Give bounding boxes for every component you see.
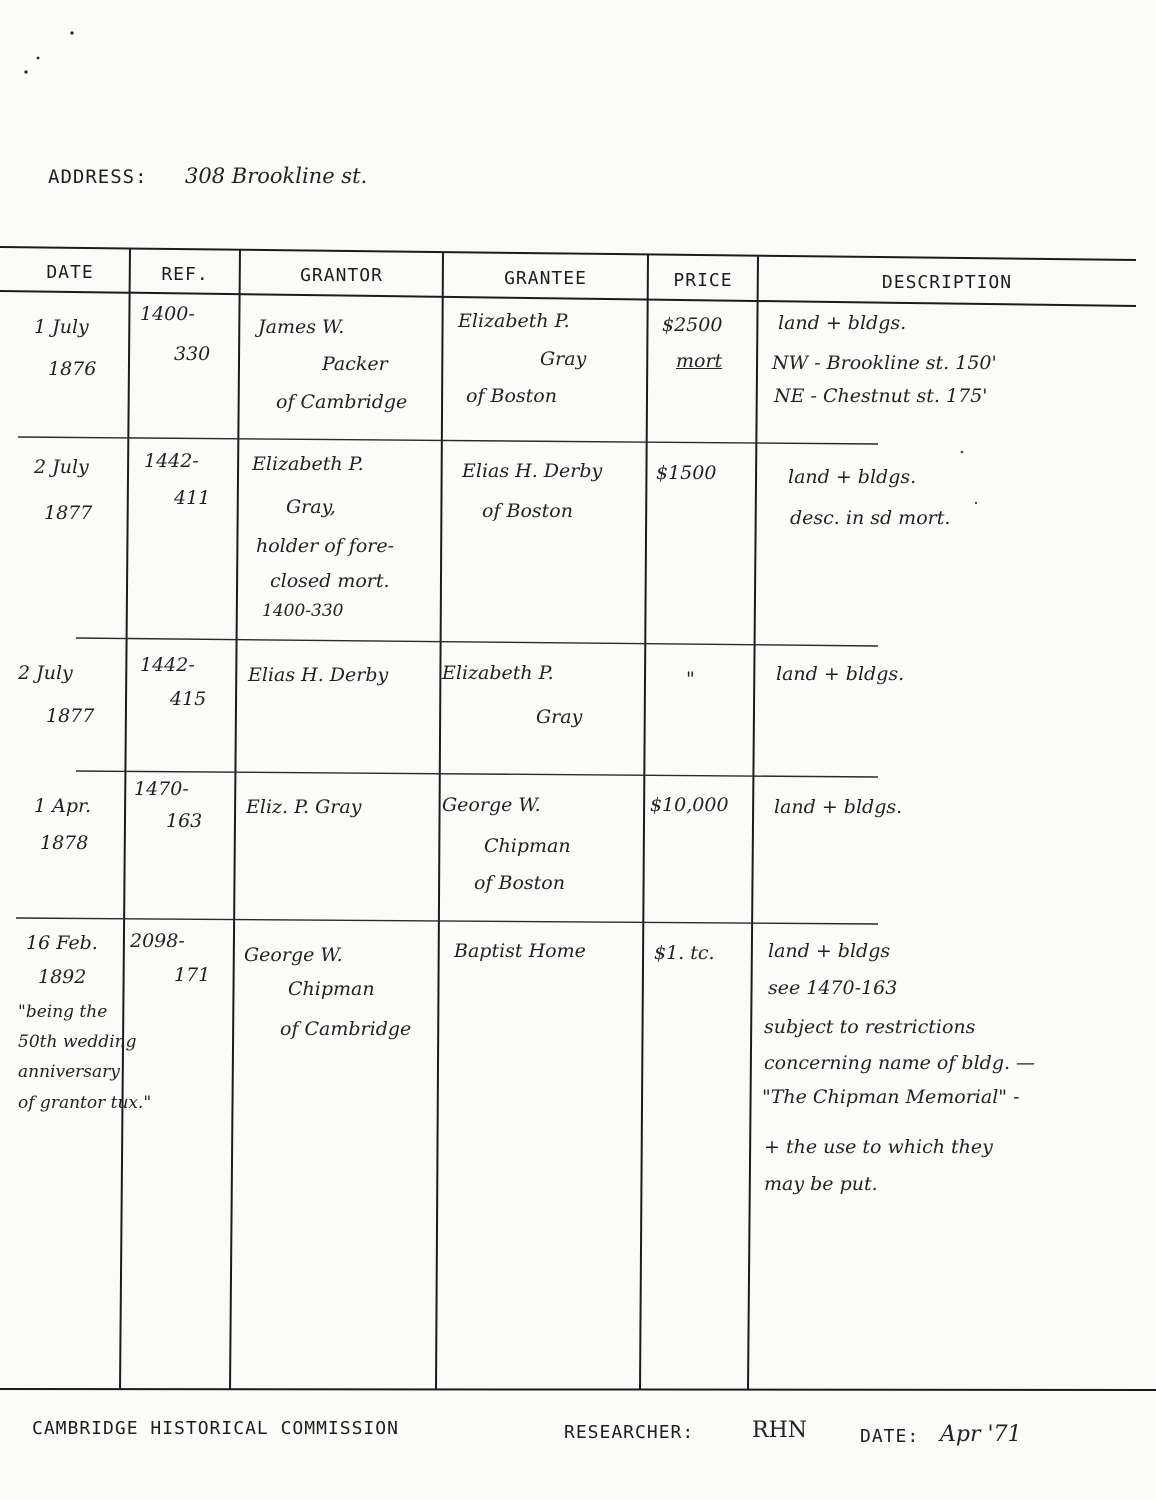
row4-grantor-line1: Eliz. P. Gray — [246, 796, 362, 818]
row1-grantor-line1: James W. — [258, 316, 345, 338]
row5-date-line6: of grantor tux." — [18, 1093, 152, 1113]
row3-grantee-line2: Gray — [536, 706, 583, 728]
row2-date-line1: 2 July — [34, 456, 89, 478]
row5-date-line5: anniversary — [18, 1062, 120, 1082]
row3-grantor-line1: Elias H. Derby — [248, 664, 389, 686]
row3-ref-line1: 1442- — [140, 654, 195, 676]
col-header-description: DESCRIPTION — [881, 271, 1013, 293]
row5-grantee-line1: Baptist Home — [454, 940, 586, 962]
row2-grantor-line3: holder of fore- — [256, 535, 395, 557]
row1-desc-line2: NW - Brookline st. 150' — [772, 352, 997, 374]
row2-grantor-line5: 1400-330 — [262, 601, 344, 621]
row1-ref-line1: 1400- — [140, 303, 195, 325]
row1-grantor-line2: Packer — [322, 353, 388, 375]
row4-ref-line1: 1470- — [134, 778, 189, 800]
row3-grantee-line1: Elizabeth P. — [442, 662, 554, 684]
row5-desc-line3: subject to restrictions — [764, 1016, 976, 1038]
row2-price-line1: $1500 — [656, 462, 717, 484]
row5-grantor-line2: Chipman — [288, 978, 375, 1000]
row1-desc-line3: NE - Chestnut st. 175' — [774, 385, 988, 407]
row4-grantee-line3: of Boston — [474, 872, 565, 894]
row5-desc-line5: "The Chipman Memorial" - — [762, 1086, 1020, 1108]
row4-date-line2: 1878 — [40, 832, 89, 854]
row4-grantee-line1: George W. — [442, 794, 541, 816]
row3-date-line2: 1877 — [46, 705, 95, 727]
researcher-value: RHN — [752, 1418, 807, 1443]
col-header-grantee: GRANTEE — [504, 267, 587, 289]
row3-desc-line1: land + bldgs. — [776, 663, 905, 685]
col-divider-grantor — [436, 252, 443, 1390]
row1-date-line1: 1 July — [34, 316, 89, 338]
row4-price-line1: $10,000 — [650, 794, 729, 816]
col-header-price: PRICE — [673, 269, 733, 291]
row5-date-line3: "being the — [18, 1002, 108, 1022]
row4-grantee-line2: Chipman — [484, 835, 571, 857]
col-header-grantor: GRANTOR — [300, 264, 383, 286]
row5-ref-line1: 2098- — [130, 930, 185, 952]
col-divider-ref — [230, 249, 240, 1390]
row2-date-line2: 1877 — [44, 502, 93, 524]
row2-grantor-line4: closed mort. — [270, 570, 390, 592]
address-value: 308 Brookline st. — [185, 164, 368, 188]
row1-grantor-line3: of Cambridge — [276, 391, 408, 413]
row2-grantee-line2: of Boston — [482, 500, 573, 522]
row5-grantor-line3: of Cambridge — [280, 1018, 412, 1040]
col-divider-date — [120, 248, 130, 1390]
row1-price-line2: mort — [676, 350, 723, 372]
address-label: ADDRESS: — [48, 166, 148, 188]
row5-desc-line7: may be put. — [764, 1173, 878, 1195]
row3-ref-line2: 415 — [170, 688, 207, 710]
row1-price-line1: $2500 — [662, 314, 723, 336]
researcher-label: RESEARCHER: — [564, 1422, 695, 1443]
row-rule-4 — [16, 918, 878, 924]
row3-price-line1: " — [686, 668, 695, 690]
row2-ref-line2: 411 — [174, 487, 211, 509]
row5-desc-line2: see 1470-163 — [768, 977, 898, 999]
row1-desc-line1: land + bldgs. — [778, 312, 907, 334]
date-label: DATE: — [860, 1426, 920, 1447]
row2-desc-line2: desc. in sd mort. — [790, 507, 951, 529]
row2-grantee-line1: Elias H. Derby — [462, 460, 603, 482]
col-header-date: DATE — [46, 261, 94, 283]
commission-name: CAMBRIDGE HISTORICAL COMMISSION — [32, 1418, 399, 1439]
row2-ref-line1: 1442- — [144, 450, 199, 472]
row5-price-line1: $1. tc. — [654, 942, 715, 964]
row3-date-line1: 2 July — [18, 662, 73, 684]
row4-ref-line2: 163 — [166, 810, 203, 832]
row4-desc-line1: land + bldgs. — [774, 796, 903, 818]
row1-grantee-line1: Elizabeth P. — [458, 310, 570, 332]
row5-date-line4: 50th wedding — [18, 1032, 137, 1052]
row-rule-3 — [76, 771, 878, 777]
row5-ref-line2: 171 — [174, 964, 211, 986]
row5-date-line2: 1892 — [38, 966, 87, 988]
date-value: Apr '71 — [940, 1422, 1022, 1447]
footer-rule — [0, 1389, 1156, 1390]
row2-grantor-line2: Gray, — [286, 496, 336, 518]
row2-grantor-line1: Elizabeth P. — [252, 453, 364, 475]
col-divider-price — [748, 256, 758, 1390]
row5-date-line1: 16 Feb. — [26, 932, 98, 954]
row2-desc-line1: land + bldgs. — [788, 466, 917, 488]
row-rule-2 — [76, 638, 878, 646]
row5-grantor-line1: George W. — [244, 944, 343, 966]
row1-grantee-line3: of Boston — [466, 385, 557, 407]
col-divider-grantee — [640, 255, 648, 1390]
row5-desc-line4: concerning name of bldg. — — [764, 1052, 1036, 1074]
row5-desc-line6: + the use to which they — [764, 1136, 993, 1158]
row1-ref-line2: 330 — [174, 343, 211, 365]
row4-date-line1: 1 Apr. — [34, 795, 92, 817]
col-header-ref: REF. — [161, 263, 209, 285]
row1-grantee-line2: Gray — [540, 348, 587, 370]
row1-date-line2: 1876 — [48, 358, 97, 380]
row5-desc-line1: land + bldgs — [768, 940, 891, 962]
row-rule-1 — [18, 437, 878, 444]
